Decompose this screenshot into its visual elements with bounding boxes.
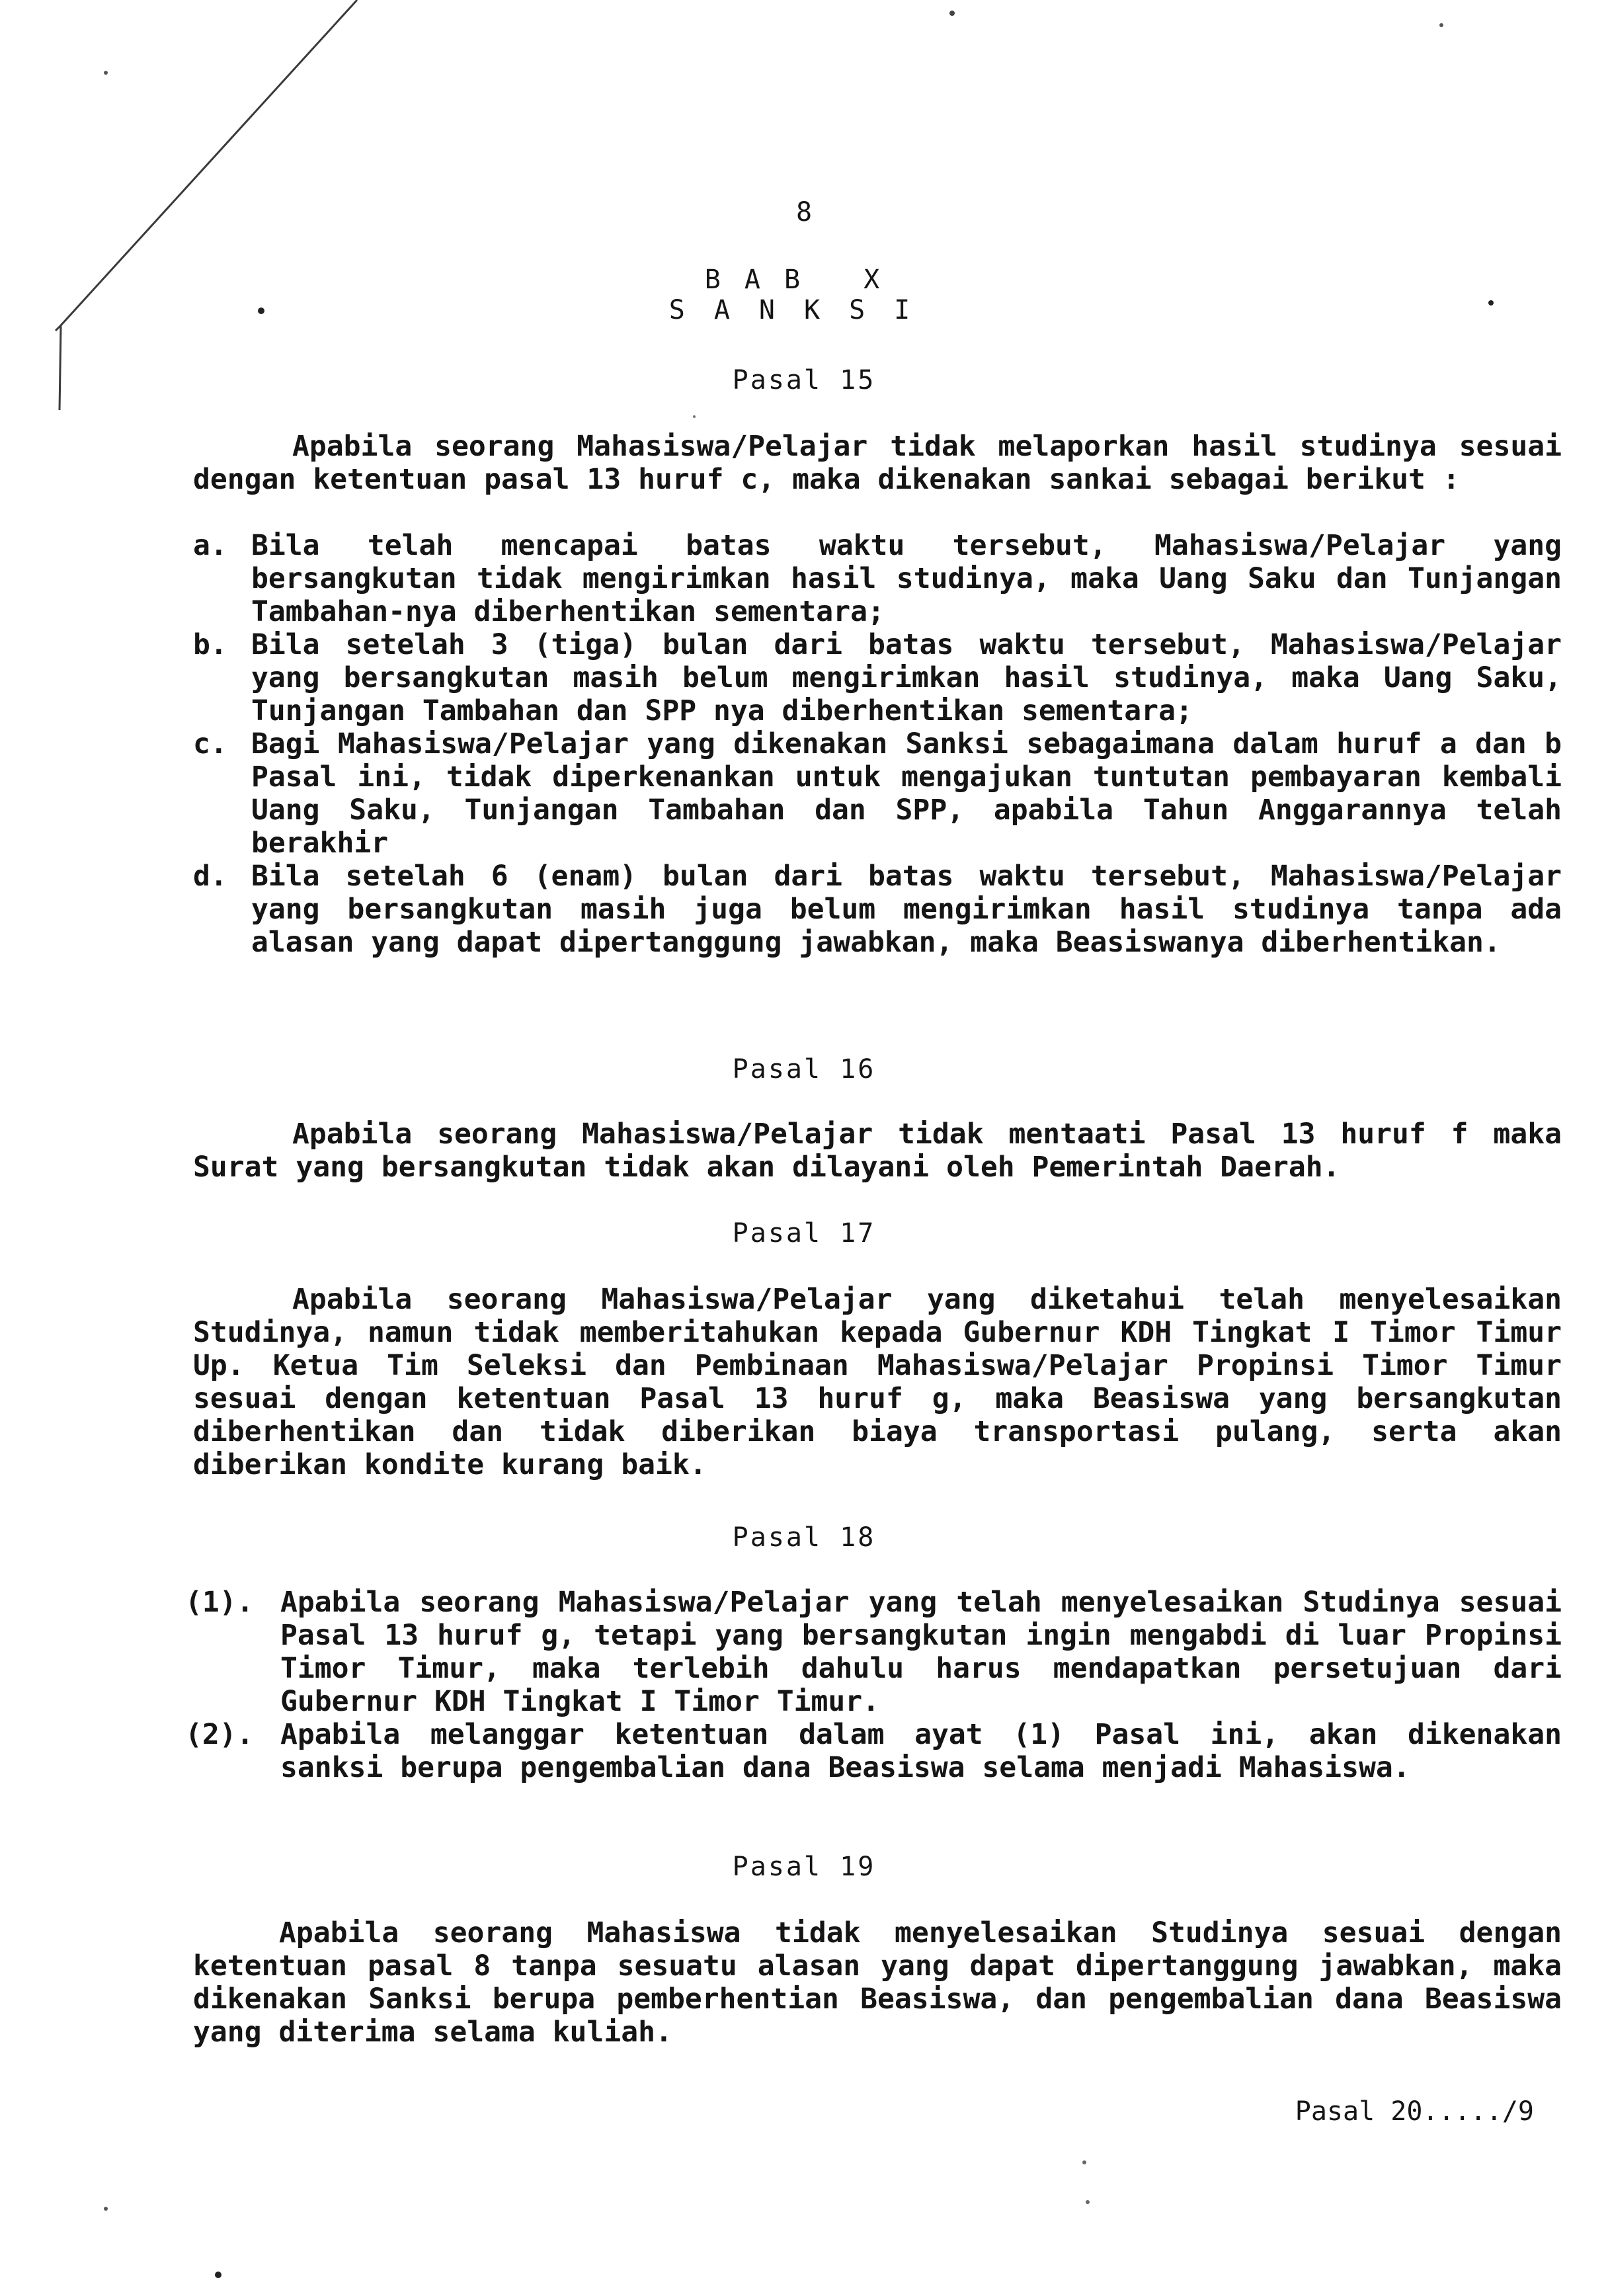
pasal-19-text: Apabila seorang Mahasiswa tidak menyelesaikan Studinya sesuai dengan ketentuan pasal 8 tanpa sesuatu alasan yang dapat dipertanggung jawabkan, maka dikenakan Sanksi berupa pemberhentian Beasiswa, dan pengembalian dana Beasiswa yang diterima selama kuliah. <box>193 1916 1562 2049</box>
pasal-16-body <box>193 1118 1562 1184</box>
list-item-text: Bila telah mencapai batas waktu tersebut, Mahasiswa/Pelajar yang bersangkutan tidak mengirimkan hasil studinya, maka Uang Saku dan Tunjangan Tambahan-nya diberhentikan sementara; <box>251 529 1562 628</box>
list-item <box>185 1586 1562 1718</box>
list-item-text: Apabila melanggar ketentuan dalam ayat (1) Pasal ini, akan dikenakan sanksi berupa pengembalian dana Beasiswa selama menjadi Mahasiswa. <box>280 1718 1562 1784</box>
chapter-label: BAB X <box>704 265 904 295</box>
list-marker: a. <box>193 529 227 562</box>
pasal-18-heading: Pasal 18 <box>732 1522 876 1553</box>
pasal-15-list <box>193 529 1562 959</box>
pasal-15-intro-text: Apabila seorang Mahasiswa/Pelajar tidak melaporkan hasil studinya sesuai dengan ketentuan pasal 13 huruf c, maka dikenakan sankai sebagai berikut : <box>193 430 1562 496</box>
pasal-15-heading: Pasal 15 <box>732 365 876 395</box>
list-item-text: Bagi Mahasiswa/Pelajar yang dikenakan Sanksi sebagaimana dalam huruf a dan b Pasal ini, tidak diperkenankan untuk mengajukan tuntutan pembayaran kembali Uang Saku, Tunjangan Tambahan dan SPP, apabila Tahun Anggarannya telah berakhir <box>251 727 1562 860</box>
pasal-17-body <box>193 1283 1562 1481</box>
list-item <box>193 860 1562 959</box>
list-item-text: Bila setelah 3 (tiga) bulan dari batas waktu tersebut, Mahasiswa/Pelajar yang bersangkutan masih belum mengirimkan hasil studinya, maka Uang Saku, Tunjangan Tambahan dan SPP nya diberhentikan sementara; <box>251 628 1562 727</box>
pasal-17-text: Apabila seorang Mahasiswa/Pelajar yang diketahui telah menyelesaikan Studinya, namun tidak memberitahukan kepada Gubernur KDH Tingkat I Timor Timur Up. Ketua Tim Seleksi dan Pembinaan Mahasiswa/Pelajar Propinsi Timor Timur sesuai dengan ketentuan Pasal 13 huruf g, maka Beasiswa yang bersangkutan diberhentikan dan tidak diberikan biaya transportasi pulang, serta akan diberikan kondite kurang baik. <box>193 1283 1562 1481</box>
list-marker: b. <box>193 628 227 661</box>
pasal-15-intro <box>193 430 1562 496</box>
pasal-16-heading: Pasal 16 <box>732 1054 876 1085</box>
pasal-16-text: Apabila seorang Mahasiswa/Pelajar tidak mentaati Pasal 13 huruf f maka Surat yang bersangkutan tidak akan dilayani oleh Pemerintah Daerah. <box>193 1118 1562 1184</box>
page-number: 8 <box>795 197 813 227</box>
list-item-text: Bila setelah 6 (enam) bulan dari batas waktu tersebut, Mahasiswa/Pelajar yang bersangkutan masih juga belum mengirimkan hasil studinya tanpa ada alasan yang dapat dipertanggung jawabkan, maka Beasiswanya diberhentikan. <box>251 860 1562 959</box>
list-marker: (1). <box>185 1586 254 1619</box>
chapter-title: SANKSI <box>668 295 940 325</box>
pasal-19-heading: Pasal 19 <box>732 1852 876 1882</box>
list-marker: c. <box>193 727 227 760</box>
list-item-text: Apabila seorang Mahasiswa/Pelajar yang telah menyelesaikan Studinya sesuai Pasal 13 huruf g, tetapi yang bersangkutan ingin mengabdi di luar Propinsi Timor Timur, maka terlebih dahulu harus mendapatkan persetujuan dari Gubernur KDH Tingkat I Timor Timur. <box>280 1586 1562 1718</box>
continuation-reference: Pasal 20...../9 <box>1295 2096 1534 2127</box>
pasal-17-heading: Pasal 17 <box>732 1218 876 1249</box>
list-item <box>185 1718 1562 1784</box>
list-marker: d. <box>193 860 227 893</box>
pasal-19-body <box>193 1916 1562 2049</box>
list-item <box>193 628 1562 727</box>
pasal-18-list <box>185 1586 1562 1784</box>
list-marker: (2). <box>185 1718 254 1751</box>
list-item <box>193 529 1562 628</box>
list-item <box>193 727 1562 860</box>
